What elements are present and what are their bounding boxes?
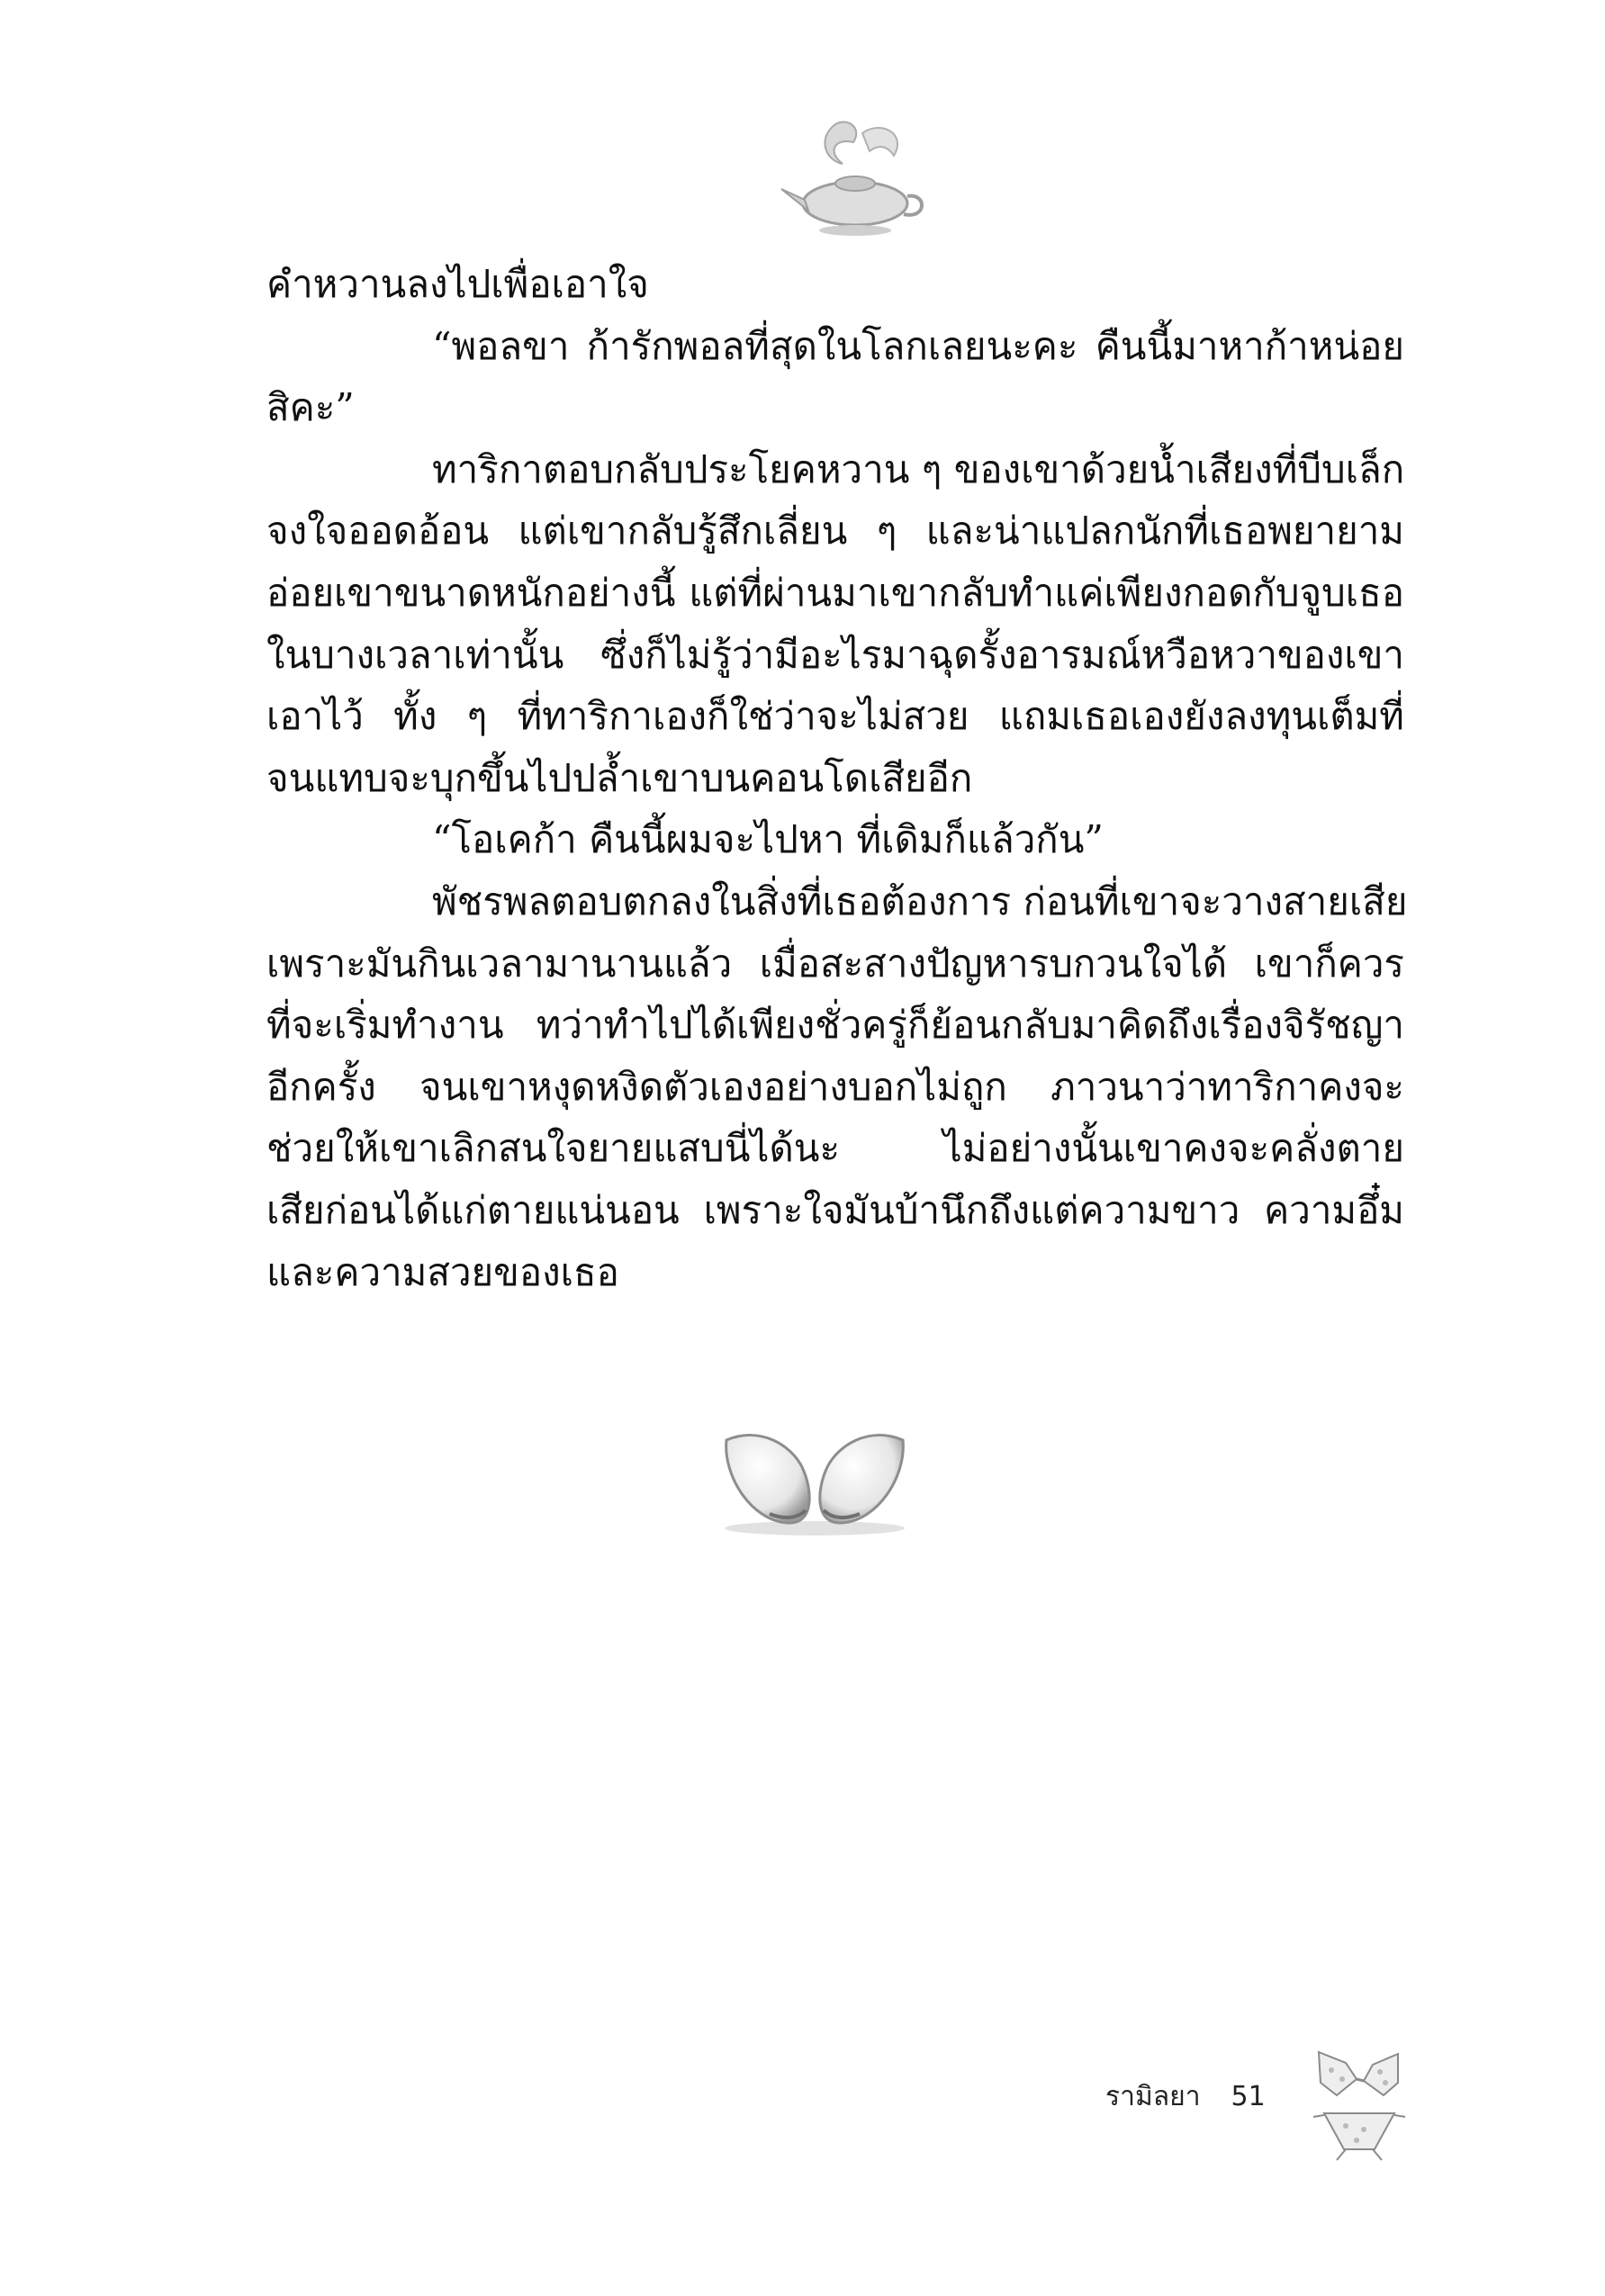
text-line: คำหวานลงไปเพื่อเอาใจ [266,262,649,306]
paragraph [266,871,1408,1303]
text-line: “พอลขา ก้ารักพอลที่สุดในโลกเลยนะคะ คืนนี้มาหาก้าหน่อย [432,323,1404,368]
text-line: อ่อยเขาขนาดหนักอย่างนี้ แต่ที่ผ่านมาเขากลับทำแค่เพียงกอดกับจูบเธอ [266,570,1404,615]
paragraph [266,439,1404,810]
paragraph [266,316,1404,439]
teapot-ornament-icon [772,106,934,241]
text-line: ในบางเวลาเท่านั้น ซึ่งก็ไม่รู้ว่ามีอะไรมาฉุดรั้งอารมณ์หวือหวาของเขา [266,632,1404,677]
text-line: ทาริกาตอบกลับประโยคหวาน ๆ ของเขาด้วยน้ำเสียงที่บีบเล็ก [432,446,1405,491]
text-line: เพราะมันกินเวลามานานแล้ว เมื่อสะสางปัญหารบกวนใจได้ เขาก็ควร [266,941,1404,986]
text-line: เอาไว้ ทั้ง ๆ ที่ทาริกาเองก็ใช่ว่าจะไม่สวย แถมเธอเองยังลงทุนเต็มที่ [266,694,1404,739]
text-line: เสียก่อนได้แก่ตายแน่นอน เพราะใจมันบ้านึกถึงแต่ความขาว ความอึ๋ม [266,1187,1404,1232]
paragraph [266,809,1404,871]
text-line: จนแทบจะบุกขึ้นไปปล้ำเขาบนคอนโดเสียอีก [266,755,973,800]
text-line: อีกครั้ง จนเขาหงุดหงิดตัวเองอย่างบอกไม่ถูก ภาวนาว่าทาริกาคงจะ [266,1064,1404,1109]
paragraph [266,254,1404,316]
text-line: ที่จะเริ่มทำงาน ทว่าทำไปได้เพียงชั่วครู่ก็ย้อนกลับมาคิดถึงเรื่องจิรัชญา [266,1003,1404,1048]
book-title: รามิลยา [1105,2081,1201,2112]
bikini-ornament-icon [1310,2043,1409,2165]
text-line: และความสวยของเธอ [266,1249,619,1294]
text-line: พัชรพลตอบตกลงในสิ่งที่เธอต้องการ ก่อนที่เขาจะวางสายเสีย [432,878,1408,923]
brandy-glasses-icon [716,1404,914,1539]
text-line: สิคะ” [266,385,355,430]
text-line: จงใจออดอ้อน แต่เขากลับรู้สึกเลี่ยน ๆ และน่าแปลกนักที่เธอพยายาม [266,509,1404,554]
text-line: ช่วยให้เขาเลิกสนใจยายแสบนี่ได้นะ ไม่อย่างนั้นเขาคงจะคลั่งตาย [266,1126,1404,1171]
page-number: 51 [1231,2081,1266,2112]
text-line: “โอเคก้า คืนนี้ผมจะไปหา ที่เดิมก็แล้วกัน” [432,817,1104,862]
story-text [266,254,1408,1303]
page-footer [1105,2075,1266,2118]
